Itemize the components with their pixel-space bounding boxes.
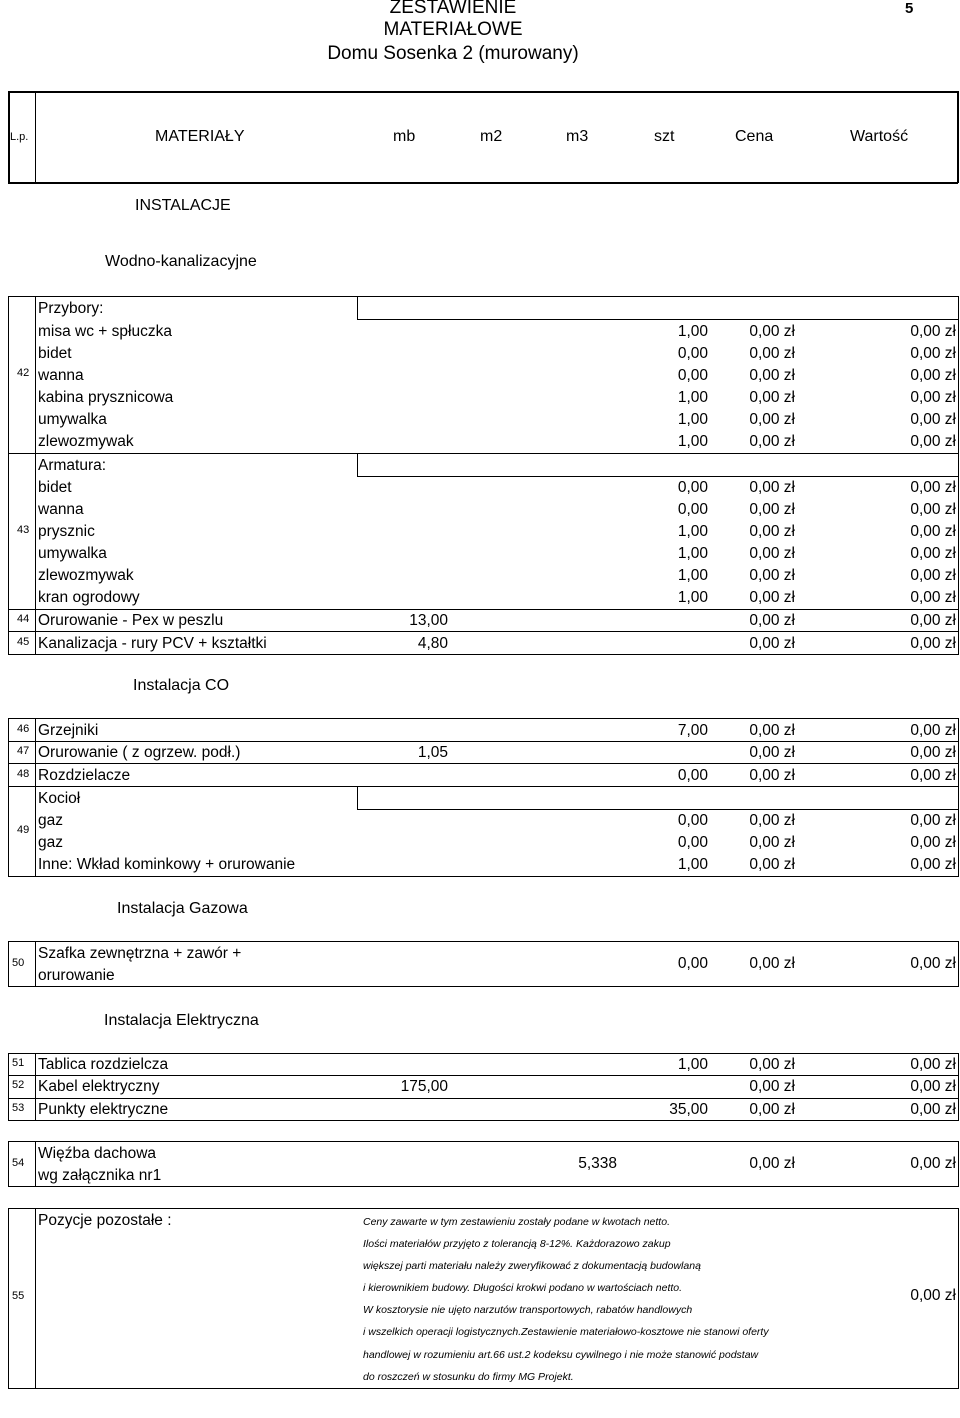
- table-border: [8, 1141, 958, 1142]
- item-szt: 0,00: [677, 479, 708, 496]
- table-border: [8, 1053, 9, 1121]
- item-szt: 1,00: [677, 323, 708, 340]
- title-line-1: ZESTAWIENIE: [389, 0, 517, 18]
- section-elek: Instalacja Elektryczna: [104, 1012, 259, 1029]
- item-label: Pozycje pozostałe :: [38, 1212, 172, 1229]
- item-price: 0,00 zł: [749, 1078, 795, 1095]
- col-mb: mb: [393, 128, 416, 145]
- item-value: 0,00 zł: [910, 433, 956, 450]
- item-mb: 13,00: [409, 612, 448, 629]
- item-value: 0,00 zł: [910, 501, 956, 518]
- row-number: 53: [12, 1102, 25, 1114]
- section-instalacje: INSTALACJE: [135, 197, 231, 214]
- table-border: [8, 654, 958, 655]
- item-label: Kanalizacja - rury PCV + kształtki: [38, 635, 267, 652]
- table-border: [357, 319, 958, 320]
- title-line-2: MATERIAŁOWE: [383, 19, 523, 40]
- row-number: 46: [17, 723, 30, 735]
- item-price: 0,00 zł: [749, 856, 795, 873]
- item-value: 0,00 zł: [910, 834, 956, 851]
- item-value: 0,00 zł: [910, 1101, 956, 1118]
- table-border: [8, 941, 958, 942]
- item-label: umywalka: [38, 411, 107, 428]
- item-value: 0,00 zł: [910, 389, 956, 406]
- item-label: Grzejniki: [38, 722, 99, 739]
- header-right-border: [957, 91, 959, 183]
- group-label: Armatura:: [38, 457, 107, 474]
- row-number: 42: [17, 367, 30, 379]
- table-border: [958, 718, 959, 877]
- table-border: [357, 786, 358, 810]
- note-line: do roszczeń w stosunku do firmy MG Projekt.: [363, 1371, 574, 1383]
- item-price: 0,00 zł: [749, 411, 795, 428]
- item-value: 0,00 zł: [910, 1287, 956, 1304]
- section-co: Instalacja CO: [133, 677, 230, 694]
- item-value: 0,00 zł: [910, 367, 956, 384]
- table-border: [958, 1208, 959, 1389]
- table-border: [8, 609, 958, 610]
- item-szt: 0,00: [677, 501, 708, 518]
- table-border: [8, 1075, 958, 1076]
- table-border: [35, 941, 36, 987]
- note-line: handlowej w rozumieniu art.66 ust.2 kodeksu cywilnego i nie może stanowić podstaw: [363, 1349, 759, 1361]
- item-label: kabina prysznicowa: [38, 389, 174, 406]
- row-number: 47: [17, 745, 30, 757]
- item-szt: 35,00: [669, 1101, 708, 1118]
- item-value: 0,00 zł: [910, 744, 956, 761]
- item-mb: 4,80: [417, 635, 448, 652]
- item-label: gaz: [38, 834, 63, 851]
- row-number: 51: [12, 1057, 25, 1069]
- item-label: bidet: [38, 345, 72, 362]
- note-line: i kierownikiem budowy. Długości krokwi podano w wartościach netto.: [363, 1282, 683, 1294]
- table-border: [8, 941, 9, 987]
- item-label: Szafka zewnętrzna + zawór +: [38, 945, 242, 962]
- table-border: [8, 718, 958, 719]
- row-number: 48: [17, 768, 30, 780]
- row-number: 43: [17, 524, 30, 536]
- item-label: umywalka: [38, 545, 107, 562]
- item-szt: 0,00: [677, 767, 708, 784]
- item-price: 0,00 zł: [749, 812, 795, 829]
- item-value: 0,00 zł: [910, 523, 956, 540]
- item-price: 0,00 zł: [749, 1155, 795, 1172]
- table-border: [8, 1053, 958, 1054]
- item-value: 0,00 zł: [910, 345, 956, 362]
- row-number: 50: [12, 957, 25, 969]
- table-border: [958, 1053, 959, 1121]
- item-price: 0,00 zł: [749, 523, 795, 540]
- item-price: 0,00 zł: [749, 589, 795, 606]
- item-szt: 0,00: [677, 955, 708, 972]
- item-price: 0,00 zł: [749, 612, 795, 629]
- col-szt: szt: [654, 128, 675, 145]
- table-border: [357, 453, 358, 477]
- note-line: i wszelkich operacji logistycznych.Zestawienie materiałowo-kosztowe nie stanowi oferty: [363, 1326, 769, 1338]
- table-border: [8, 986, 958, 987]
- table-border: [8, 631, 958, 632]
- col-materials: MATERIAŁY: [155, 128, 245, 145]
- item-label: Orurowanie ( z ogrzew. podł.): [38, 744, 241, 761]
- item-value: 0,00 zł: [910, 1078, 956, 1095]
- item-price: 0,00 zł: [749, 1101, 795, 1118]
- item-szt: 1,00: [677, 545, 708, 562]
- item-label: zlewozmywak: [38, 433, 134, 450]
- item-label: kran ogrodowy: [38, 589, 140, 606]
- table-border: [8, 786, 958, 787]
- row-number: 52: [12, 1079, 25, 1091]
- item-value: 0,00 zł: [910, 955, 956, 972]
- table-border: [8, 876, 958, 877]
- table-border: [357, 809, 958, 810]
- table-border: [35, 1141, 36, 1187]
- item-szt: 1,00: [677, 856, 708, 873]
- row-number: 54: [12, 1157, 25, 1169]
- item-label: prysznic: [38, 523, 95, 540]
- header-lp-divider: [35, 91, 36, 183]
- table-border: [357, 476, 958, 477]
- table-border: [8, 1141, 9, 1187]
- item-price: 0,00 zł: [749, 834, 795, 851]
- item-label: Orurowanie - Pex w peszlu: [38, 612, 224, 629]
- table-border: [8, 296, 9, 655]
- item-szt: 1,00: [677, 1056, 708, 1073]
- table-border: [8, 453, 958, 454]
- item-szt: 1,00: [677, 411, 708, 428]
- item-price: 0,00 zł: [749, 955, 795, 972]
- group-label: Przybory:: [38, 300, 104, 317]
- page-number: 5: [905, 0, 914, 17]
- item-value: 0,00 zł: [910, 635, 956, 652]
- table-border: [8, 1098, 958, 1099]
- item-price: 0,00 zł: [749, 479, 795, 496]
- table-border: [8, 763, 958, 764]
- item-label: zlewozmywak: [38, 567, 134, 584]
- item-price: 0,00 zł: [749, 389, 795, 406]
- item-value: 0,00 zł: [910, 612, 956, 629]
- item-value: 0,00 zł: [910, 323, 956, 340]
- col-m2: m2: [480, 128, 503, 145]
- note-line: Ceny zawarte w tym zestawieniu zostały podane w kwotach netto.: [363, 1216, 670, 1228]
- note-line: W kosztorysie nie ujęto narzutów transportowych, rabatów handlowych: [363, 1304, 693, 1316]
- item-price: 0,00 zł: [749, 635, 795, 652]
- section-wodno: Wodno-kanalizacyjne: [105, 253, 257, 270]
- item-value: 0,00 zł: [910, 856, 956, 873]
- table-border: [8, 741, 958, 742]
- item-label: Punkty elektryczne: [38, 1101, 169, 1118]
- table-border: [8, 1388, 958, 1389]
- item-price: 0,00 zł: [749, 367, 795, 384]
- item-value: 0,00 zł: [910, 812, 956, 829]
- table-border: [958, 1141, 959, 1187]
- item-szt: 1,00: [677, 523, 708, 540]
- item-label: orurowanie: [38, 967, 115, 984]
- item-value: 0,00 zł: [910, 479, 956, 496]
- item-m3: 5,338: [578, 1155, 617, 1172]
- item-label: Kabel elektryczny: [38, 1078, 160, 1095]
- table-border: [8, 1208, 9, 1389]
- table-border: [35, 718, 36, 877]
- item-price: 0,00 zł: [749, 722, 795, 739]
- item-szt: 0,00: [677, 367, 708, 384]
- item-price: 0,00 zł: [749, 545, 795, 562]
- item-szt: 1,00: [677, 389, 708, 406]
- table-border: [958, 296, 959, 655]
- item-value: 0,00 zł: [910, 567, 956, 584]
- table-border: [8, 1186, 958, 1187]
- item-label: wg załącznika nr1: [38, 1167, 162, 1184]
- item-label: wanna: [38, 367, 84, 384]
- item-label: Inne: Wkład kominkowy + orurowanie: [38, 856, 296, 873]
- header-top-border: [8, 91, 958, 93]
- col-value: Wartość: [850, 128, 909, 145]
- item-label: bidet: [38, 479, 72, 496]
- table-border: [35, 1053, 36, 1121]
- item-value: 0,00 zł: [910, 1056, 956, 1073]
- table-border: [8, 296, 958, 297]
- item-value: 0,00 zł: [910, 1155, 956, 1172]
- item-szt: 1,00: [677, 589, 708, 606]
- item-label: misa wc + spłuczka: [38, 323, 172, 340]
- table-border: [958, 941, 959, 987]
- table-border: [8, 1208, 958, 1209]
- item-price: 0,00 zł: [749, 744, 795, 761]
- item-szt: 1,00: [677, 567, 708, 584]
- item-value: 0,00 zł: [910, 411, 956, 428]
- col-lp: L.p.: [10, 131, 29, 143]
- item-szt: 7,00: [677, 722, 708, 739]
- item-value: 0,00 zł: [910, 545, 956, 562]
- row-number: 45: [17, 636, 30, 648]
- row-number: 49: [17, 824, 30, 836]
- section-gaz: Instalacja Gazowa: [117, 900, 248, 917]
- item-szt: 0,00: [677, 834, 708, 851]
- col-price: Cena: [735, 128, 774, 145]
- row-number: 55: [12, 1290, 25, 1302]
- item-value: 0,00 zł: [910, 767, 956, 784]
- header-bottom-border: [8, 182, 958, 184]
- item-price: 0,00 zł: [749, 767, 795, 784]
- item-price: 0,00 zł: [749, 433, 795, 450]
- item-label: Rozdzielacze: [38, 767, 131, 784]
- item-price: 0,00 zł: [749, 1056, 795, 1073]
- item-mb: 175,00: [400, 1078, 448, 1095]
- note-line: większej parti materiału należy zweryfikować z dokumentacją budowlaną: [363, 1260, 701, 1272]
- row-number: 44: [17, 613, 30, 625]
- table-border: [35, 1208, 36, 1389]
- item-szt: 0,00: [677, 812, 708, 829]
- table-border: [8, 718, 9, 877]
- item-price: 0,00 zł: [749, 345, 795, 362]
- item-szt: 0,00: [677, 345, 708, 362]
- col-m3: m3: [566, 128, 589, 145]
- item-label: wanna: [38, 501, 84, 518]
- title-line-3: Domu Sosenka 2 (murowany): [327, 43, 579, 64]
- table-border: [35, 296, 36, 655]
- note-line: Ilości materiałów przyjęto z tolerancją 8-12%. Każdorazowo zakup: [363, 1238, 671, 1250]
- item-szt: 1,00: [677, 433, 708, 450]
- item-label: Tablica rozdzielcza: [38, 1056, 169, 1073]
- item-price: 0,00 zł: [749, 567, 795, 584]
- item-price: 0,00 zł: [749, 323, 795, 340]
- table-border: [8, 1120, 958, 1121]
- item-label: Więźba dachowa: [38, 1145, 157, 1162]
- item-price: 0,00 zł: [749, 501, 795, 518]
- item-label: gaz: [38, 812, 63, 829]
- item-mb: 1,05: [417, 744, 448, 761]
- item-value: 0,00 zł: [910, 589, 956, 606]
- group-label: Kocioł: [38, 790, 81, 807]
- item-value: 0,00 zł: [910, 722, 956, 739]
- table-border: [357, 296, 358, 320]
